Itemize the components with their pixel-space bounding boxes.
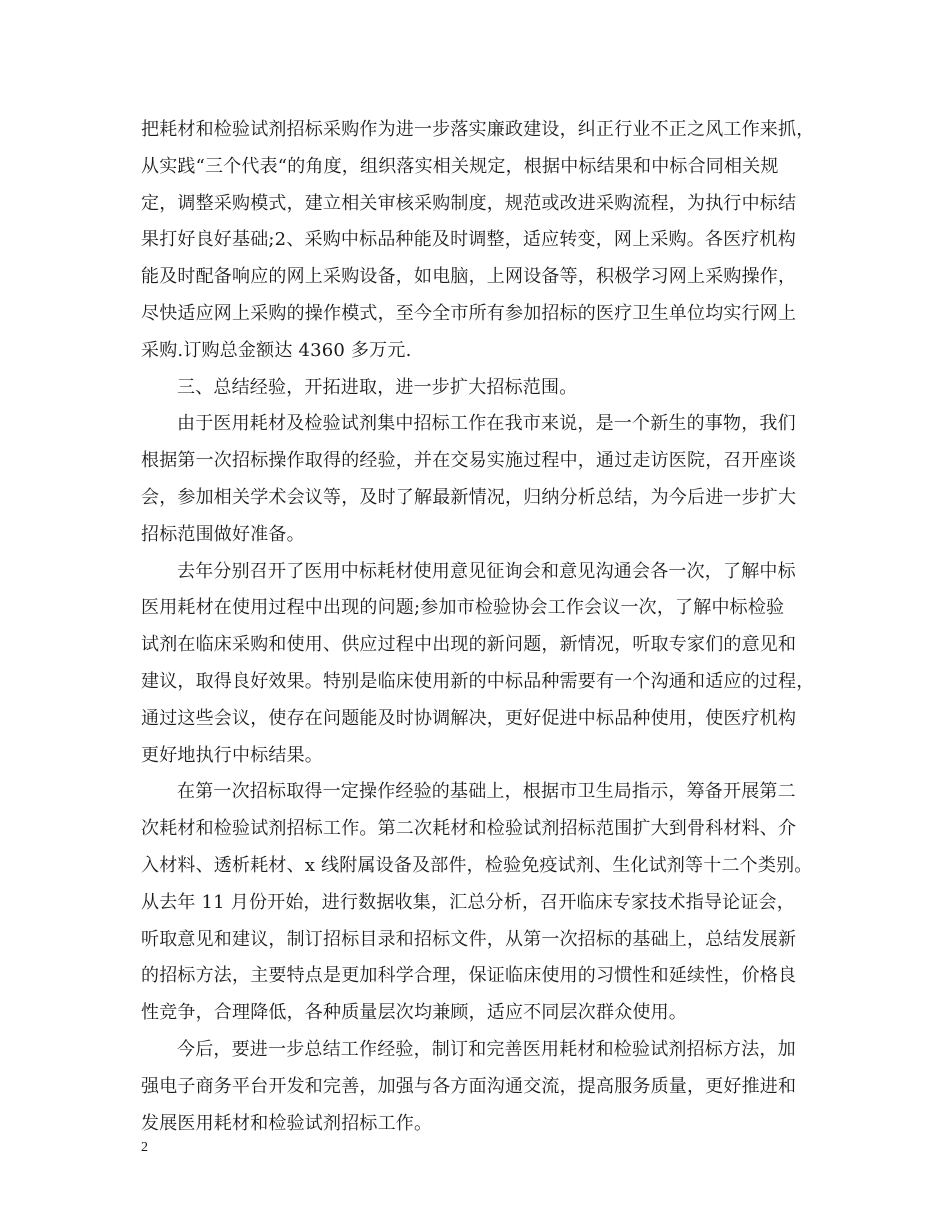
text-line: 医用耗材在使用过程中出现的问题;参加市检验协会工作会议一次，了解中标检验 (141, 597, 785, 619)
text-line: 的招标方法，主要特点是更加科学合理，保证临床使用的习惯性和延续性，价格良 (141, 965, 797, 987)
text-line: 建议，取得良好效果。特别是临床使用新的中标品种需要有一个沟通和适应的过程， (141, 670, 815, 692)
text-line: 今后，要进一步总结工作经验，制订和完善医用耗材和检验试剂招标方法，加 (177, 1038, 796, 1060)
text-line: 发展医用耗材和检验试剂招标工作。 (141, 1112, 433, 1134)
text-line: 入材料、透析耗材、x 线附属设备及部件，检验免疫试剂、生化试剂等十二个类别。 (141, 854, 813, 876)
text-line: 由于医用耗材及检验试剂集中招标工作在我市来说，是一个新生的事物，我们 (177, 413, 796, 435)
text-line: 性竞争，合理降低，各种质量层次均兼顾，适应不同层次群众使用。 (141, 1002, 687, 1024)
text-line: 定，调整采购模式，建立相关审核采购制度，规范或改进采购流程，为执行中标结 (141, 192, 797, 214)
text-line: 招标范围做好准备。 (141, 523, 305, 545)
text-line: 强电子商务平台开发和完善，加强与各方面沟通交流，提高服务质量，更好推进和 (141, 1075, 797, 1097)
text-line: 根据第一次招标操作取得的经验，并在交易实施过程中，通过走访医院，召开座谈 (141, 450, 797, 472)
section-heading: 三、总结经验，开拓进取，进一步扩大招标范围。 (177, 376, 578, 398)
text-line: 更好地执行中标结果。 (141, 744, 323, 766)
text-line: 会，参加相关学术会议等，及时了解最新情况，归纳分析总结，为今后进一步扩大 (141, 486, 797, 508)
text-line: 试剂在临床采购和使用、供应过程中出现的新问题，新情况，听取专家们的意见和 (141, 634, 797, 656)
text-line: 通过这些会议，使存在问题能及时协调解决，更好促进中标品种使用，使医疗机构 (141, 707, 797, 729)
text-line: 去年分别召开了医用中标耗材使用意见征询会和意见沟通会各一次，了解中标 (177, 560, 796, 582)
page-number: 2 (141, 1140, 148, 1155)
text-line: 从去年 11 月份开始，进行数据收集，汇总分析，召开临床专家技术指导论证会， (141, 891, 795, 913)
text-line: 从实践“三个代表“的角度，组织落实相关规定，根据中标结果和中标合同相关规 (141, 155, 779, 177)
text-line: 采购.订购总金额达 4360 多万元. (141, 339, 412, 361)
text-line: 听取意见和建议，制订招标目录和招标文件，从第一次招标的基础上，总结发展新 (141, 928, 797, 950)
text-line: 把耗材和检验试剂招标采购作为进一步落实廉政建设，纠正行业不正之风工作来抓， (141, 119, 815, 140)
text-line: 尽快适应网上采购的操作模式，至今全市所有参加招标的医疗卫生单位均实行网上 (141, 302, 797, 324)
text-line: 果打好良好基础;2、采购中标品种能及时调整，适应转变，网上采购。各医疗机构 (141, 229, 796, 251)
text-line: 在第一次招标取得一定操作经验的基础上，根据市卫生局指示，筹备开展第二 (177, 781, 796, 803)
document-body (141, 112, 821, 1142)
text-line: 次耗材和检验试剂招标工作。第二次耗材和检验试剂招标范围扩大到骨科材料、介 (141, 818, 797, 840)
text-line: 能及时配备响应的网上采购设备，如电脑，上网设备等，积极学习网上采购操作， (141, 266, 797, 288)
